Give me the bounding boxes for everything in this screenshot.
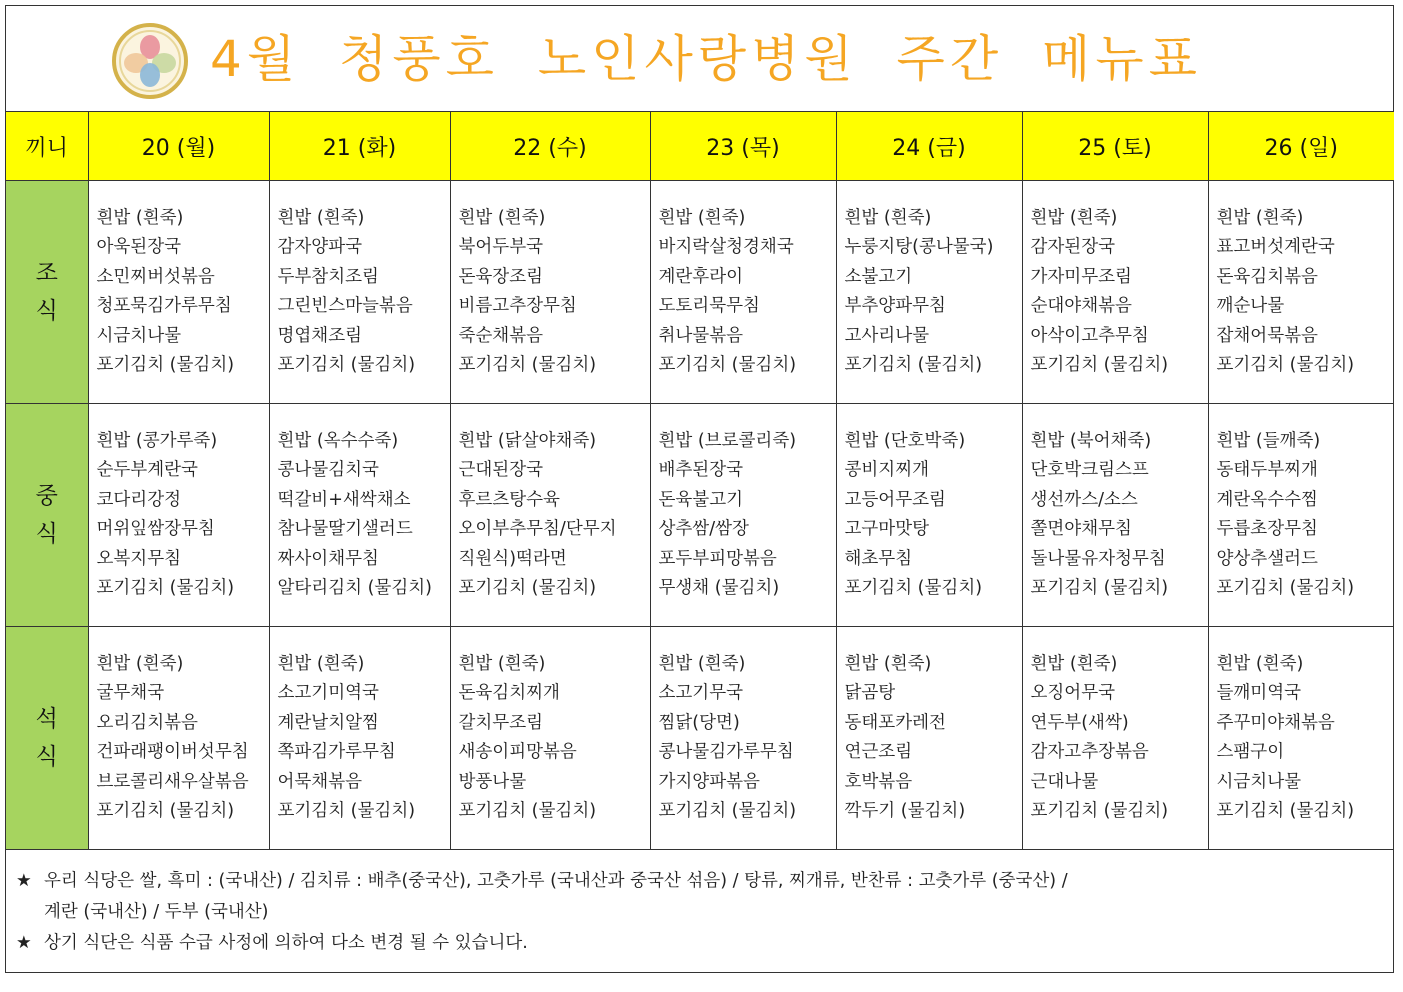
menu-item: 순두부계란국: [96, 460, 198, 480]
menu-item: 포기김치 (물김치): [96, 355, 235, 375]
meal-label-char: 석: [35, 706, 58, 732]
menu-cell: [88, 627, 269, 850]
menu-item: 북어두부국: [458, 237, 544, 257]
menu-cell: [450, 404, 650, 627]
page-title: 4월 청풍호 노인사랑병원 주간 메뉴표: [210, 30, 1202, 88]
table-row: [6, 181, 1394, 404]
menu-item: 포기김치 (물김치): [458, 355, 597, 375]
menu-item: 두부참치조림: [277, 266, 379, 287]
meal-label-char: 중: [35, 483, 58, 509]
menu-item: 콩나물김가루무침: [658, 742, 794, 762]
menu-item: 흰밥 (흰죽): [1030, 653, 1118, 674]
menu-item: 흰밥 (닭살야채죽): [458, 430, 597, 451]
menu-item: 취나물볶음: [658, 325, 744, 346]
menu-item: 흰밥 (브로콜리죽): [658, 430, 797, 451]
menu-item: 흰밥 (북어채죽): [1030, 430, 1152, 451]
menu-item: 돈육김치볶음: [1216, 266, 1318, 287]
menu-item: 포기김치 (물김치): [1216, 355, 1355, 375]
menu-item: 감자양파국: [277, 237, 363, 257]
menu-item: 브로콜리새우살볶음: [96, 771, 249, 792]
menu-cell: [88, 404, 269, 627]
meal-label-char: 식: [35, 298, 58, 324]
menu-item: 포기김치 (물김치): [96, 801, 235, 821]
menu-item: 포기김치 (물김치): [1216, 801, 1355, 821]
menu-item: 명엽채조림: [277, 325, 363, 346]
menu-item: 흰밥 (흰죽): [1216, 207, 1304, 228]
header-cell-day: 25 (토): [1022, 112, 1208, 181]
notes-section: [6, 849, 1393, 973]
menu-item: 계란옥수수찜: [1216, 489, 1318, 510]
menu-item: 누룽지탕(콩나물국): [844, 237, 994, 257]
menu-item: 코다리강정: [96, 489, 182, 510]
menu-item: 깍두기 (물김치): [844, 801, 966, 821]
header-cell-meal: 끼니: [6, 112, 88, 181]
menu-item: 흰밥 (흰죽): [658, 207, 746, 228]
menu-item: 근대된장국: [458, 460, 544, 480]
table-row: [6, 404, 1394, 627]
menu-item: 들깨미역국: [1216, 683, 1302, 703]
menu-cell: [269, 181, 450, 404]
menu-item: 흰밥 (단호박죽): [844, 430, 966, 451]
menu-item: 연근조림: [844, 742, 913, 762]
menu-item: 아욱된장국: [96, 237, 182, 257]
menu-item: 바지락살청경채국: [658, 237, 794, 257]
menu-item: 표고버섯계란국: [1216, 237, 1335, 257]
menu-item: 포기김치 (물김치): [1030, 801, 1169, 821]
menu-item: 흰밥 (흰죽): [1216, 653, 1304, 674]
menu-item: 감자고추장볶음: [1030, 742, 1149, 762]
menu-cell: [1022, 181, 1208, 404]
menu-cell: [269, 627, 450, 850]
header-cell-day: 26 (일): [1208, 112, 1394, 181]
menu-item: 포기김치 (물김치): [844, 355, 983, 375]
menu-item: 돈육장조림: [458, 266, 544, 287]
menu-item: 건파래팽이버섯무침: [96, 742, 249, 762]
menu-cell: [269, 404, 450, 627]
menu-item: 고사리나물: [844, 325, 930, 346]
note-origin-line2: 계란 (국내산) / 두부 (국내산): [44, 902, 269, 922]
menu-item: 시금치나물: [96, 325, 182, 346]
menu-item: 부추양파무침: [844, 296, 946, 316]
menu-item: 계란날치알찜: [277, 712, 379, 733]
meal-rows: [6, 181, 1394, 850]
menu-item: 포기김치 (물김치): [1216, 578, 1355, 598]
menu-item: 오리김치볶음: [96, 712, 198, 733]
menu-cell: [836, 627, 1022, 850]
menu-cell: [450, 181, 650, 404]
table-header-row: [6, 112, 1394, 181]
menu-cell: [1022, 404, 1208, 627]
menu-item: 포기김치 (물김치): [458, 801, 597, 821]
menu-item: 오징어무국: [1030, 683, 1116, 703]
menu-cell: [836, 404, 1022, 627]
menu-item: 머위잎쌈장무침: [96, 519, 215, 539]
menu-item: 콩나물김치국: [277, 460, 379, 480]
header-cell-day: 22 (수): [450, 112, 650, 181]
menu-item: 어묵채볶음: [277, 771, 363, 792]
menu-item: 돈육불고기: [658, 489, 744, 510]
menu-item: 근대나물: [1030, 771, 1099, 792]
menu-item: 돌나물유자청무침: [1030, 548, 1166, 569]
menu-item: 상추쌈/쌈장: [658, 519, 749, 539]
menu-frame: [5, 5, 1394, 973]
menu-item: 쪽파김가루무침: [277, 742, 396, 762]
menu-cell: [650, 404, 836, 627]
menu-item: 흰밥 (들깨죽): [1216, 430, 1321, 451]
menu-item: 동태두부찌개: [1216, 460, 1318, 480]
menu-item: 단호박크림스프: [1030, 460, 1149, 480]
table-row: [6, 627, 1394, 850]
header-cell-day: 23 (목): [650, 112, 836, 181]
menu-item: 청포묵김가루무침: [96, 296, 232, 316]
menu-cell: [88, 181, 269, 404]
menu-cell: [1208, 404, 1394, 627]
menu-item: 소민찌버섯볶음: [96, 266, 215, 287]
menu-item: 포두부피망볶음: [658, 548, 777, 569]
menu-item: 흰밥 (흰죽): [844, 207, 932, 228]
menu-item: 계란후라이: [658, 266, 744, 287]
menu-item: 짜사이채무침: [277, 548, 379, 569]
header: [6, 6, 1393, 112]
menu-cell: [450, 627, 650, 850]
menu-cell: [650, 627, 836, 850]
menu-item: 오복지무침: [96, 548, 182, 569]
menu-item: 호박볶음: [844, 771, 913, 792]
menu-item: 흰밥 (흰죽): [458, 207, 546, 228]
menu-item: 찜닭(당면): [658, 712, 740, 733]
menu-item: 흰밥 (흰죽): [844, 653, 932, 674]
menu-item: 양상추샐러드: [1216, 548, 1318, 569]
menu-item: 직원식)떡라면: [458, 548, 567, 569]
menu-item: 후르츠탕수육: [458, 489, 560, 510]
menu-item: 알타리김치 (물김치): [277, 578, 432, 598]
meal-label: [6, 404, 88, 627]
menu-item: 갈치무조림: [458, 712, 544, 733]
menu-item: 동태포카레전: [844, 712, 946, 733]
menu-item: 닭곰탕: [844, 683, 896, 703]
note-change-text: 상기 식단은 식품 수급 사정에 의하여 다소 변경 될 수 있습니다.: [44, 933, 528, 953]
menu-item: 그린빈스마늘볶음: [277, 296, 413, 316]
menu-item: 참나물딸기샐러드: [277, 519, 413, 539]
menu-item: 주꾸미야채볶음: [1216, 712, 1335, 733]
menu-item: 포기김치 (물김치): [96, 578, 235, 598]
menu-item: 생선까스/소스: [1030, 489, 1138, 510]
menu-cell: [1022, 627, 1208, 850]
menu-item: 흰밥 (흰죽): [96, 653, 184, 674]
header-cell-day: 20 (월): [88, 112, 269, 181]
menu-cell: [836, 181, 1022, 404]
menu-item: 포기김치 (물김치): [1030, 578, 1169, 598]
meal-label-char: 식: [35, 521, 58, 547]
menu-item: 흰밥 (흰죽): [277, 207, 365, 228]
menu-item: 흰밥 (흰죽): [96, 207, 184, 228]
star-icon: ★: [16, 933, 32, 953]
menu-item: 포기김치 (물김치): [277, 801, 416, 821]
menu-cell: [1208, 181, 1394, 404]
menu-item: 스팸구이: [1216, 742, 1285, 762]
menu-item: 소고기무국: [658, 683, 744, 703]
menu-item: 도토리묵무침: [658, 296, 760, 316]
meal-label-char: 조: [35, 260, 58, 286]
menu-item: 콩비지찌개: [844, 460, 930, 480]
menu-item: 흰밥 (옥수수죽): [277, 430, 399, 451]
menu-item: 떡갈비+새싹채소: [277, 489, 411, 510]
menu-item: 굴무채국: [96, 683, 165, 703]
menu-item: 방풍나물: [458, 771, 527, 792]
menu-item: 고구마맛탕: [844, 519, 930, 539]
menu-item: 소고기미역국: [277, 683, 379, 703]
menu-item: 흰밥 (콩가루죽): [96, 430, 218, 451]
star-icon: ★: [16, 871, 32, 891]
menu-item: 포기김치 (물김치): [658, 355, 797, 375]
menu-item: 비름고추장무침: [458, 296, 577, 316]
note-change: [16, 928, 1393, 959]
menu-item: 가자미무조림: [1030, 266, 1132, 287]
menu-item: 오이부추무침/단무지: [458, 519, 617, 539]
menu-item: 아삭이고추무침: [1030, 325, 1149, 346]
menu-item: 해초무침: [844, 548, 913, 569]
menu-item: 배추된장국: [658, 460, 744, 480]
menu-item: 포기김치 (물김치): [1030, 355, 1169, 375]
menu-item: 감자된장국: [1030, 237, 1116, 257]
meal-label: [6, 181, 88, 404]
menu-item: 흰밥 (흰죽): [277, 653, 365, 674]
menu-item: 포기김치 (물김치): [458, 578, 597, 598]
menu-item: 돈육김치찌개: [458, 683, 560, 703]
menu-item: 포기김치 (물김치): [277, 355, 416, 375]
weekly-menu-table: [6, 112, 1394, 850]
meal-label-char: 식: [35, 744, 58, 770]
menu-cell: [1208, 627, 1394, 850]
note-origin-line1: 우리 식당은 쌀, 흑미 : (국내산) / 김치류 : 배추(중국산), 고춧가루 (국내산과 중국산 섞음) / 탕류, 찌개류, 반찬류 : 고춧가루 (중국산) /: [44, 871, 1068, 891]
menu-item: 소불고기: [844, 266, 913, 287]
menu-item: 죽순채볶음: [458, 325, 544, 346]
menu-item: 쫄면야채무침: [1030, 519, 1132, 539]
meal-label: [6, 627, 88, 850]
header-cell-day: 24 (금): [836, 112, 1022, 181]
menu-item: 포기김치 (물김치): [658, 801, 797, 821]
header-cell-day: 21 (화): [269, 112, 450, 181]
menu-item: 고등어무조림: [844, 489, 946, 510]
menu-item: 깨순나물: [1216, 296, 1285, 316]
menu-item: 포기김치 (물김치): [844, 578, 983, 598]
menu-item: 흰밥 (흰죽): [658, 653, 746, 674]
menu-item: 가지양파볶음: [658, 771, 760, 792]
menu-item: 순대야채볶음: [1030, 296, 1132, 316]
menu-item: 잡채어묵볶음: [1216, 325, 1318, 346]
note-origin: [16, 866, 1393, 928]
menu-item: 무생채 (물김치): [658, 578, 780, 598]
menu-item: 연두부(새싹): [1030, 712, 1129, 733]
menu-item: 두릅초장무침: [1216, 519, 1318, 539]
menu-item: 새송이피망볶음: [458, 742, 577, 762]
menu-item: 시금치나물: [1216, 771, 1302, 792]
menu-cell: [650, 181, 836, 404]
menu-item: 흰밥 (흰죽): [1030, 207, 1118, 228]
menu-item: 흰밥 (흰죽): [458, 653, 546, 674]
